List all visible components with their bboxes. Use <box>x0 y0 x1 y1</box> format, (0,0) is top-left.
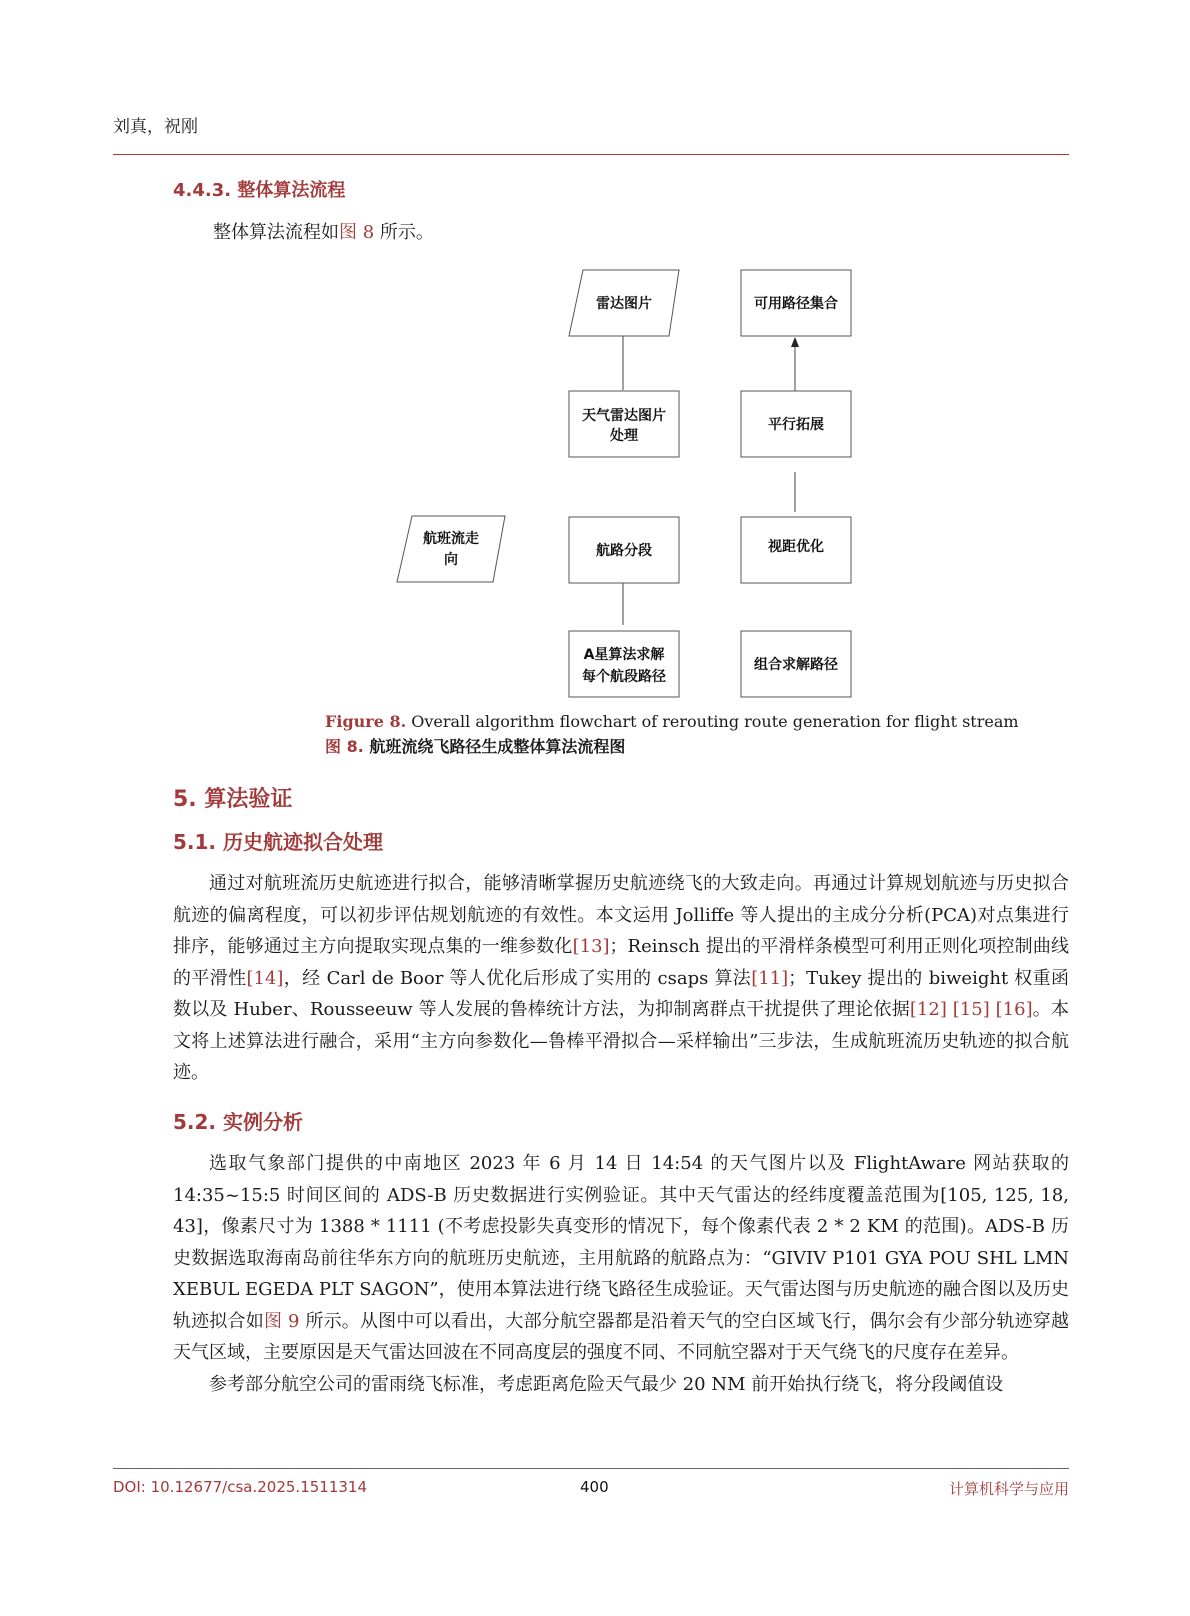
section-5-1-body <box>173 868 1069 1089</box>
citation-12[interactable]: [12] <box>909 999 947 1020</box>
journal-name: 计算机科学与应用 <box>948 1480 1069 1498</box>
node-available-paths-label: 可用路径集合 <box>754 296 838 312</box>
section-5-heading: 5. 算法验证 <box>173 787 293 812</box>
figure-8-link[interactable]: 图 8 <box>339 222 375 243</box>
section-5-2-paragraph-1 <box>173 1148 1069 1369</box>
node-astar-label-2: 每个航段路径 <box>582 669 666 685</box>
node-flow-direction-label-1: 航班流走 <box>423 531 479 547</box>
figure-label-zh: 图 8. <box>325 737 364 756</box>
figure-label-en: Figure 8. <box>325 712 407 731</box>
intro-tail: 所示。 <box>374 222 434 243</box>
figure-caption-zh <box>325 734 625 757</box>
flowchart <box>0 0 1190 720</box>
figure-9-link[interactable]: 图 9 <box>263 1310 300 1332</box>
node-radar-processing-label-2: 处理 <box>610 428 638 444</box>
citation-14[interactable]: [14] <box>246 967 284 989</box>
node-visibility-opt-label: 视距优化 <box>768 539 824 555</box>
node-radar-processing-label-1: 天气雷达图片 <box>582 408 666 424</box>
citation-16[interactable]: [16] <box>995 999 1033 1020</box>
node-parallel-extend-label: 平行拓展 <box>768 417 824 433</box>
section-4-4-3-heading: 4.4.3. 整体算法流程 <box>173 180 346 201</box>
footer-rule <box>113 1468 1069 1469</box>
intro-text: 整体算法流程如 <box>213 222 339 243</box>
section-5-1-heading: 5.1. 历史航迹拟合处理 <box>173 830 383 854</box>
author-header: 刘真，祝刚 <box>113 117 198 137</box>
section-5-2-heading: 5.2. 实例分析 <box>173 1110 303 1134</box>
node-flow-direction-label-2: 向 <box>444 552 458 568</box>
text-run: ，经 Carl de Boor 等人优化后形成了实用的 csaps 算法 <box>283 967 752 989</box>
text-run: 所示。从图中可以看出，大部分航空器都是沿着天气的空白区域飞行，偶尔会有少部分轨迹穿越天气区域，主要原因是天气雷达回波在不同高度层的强度不同、不同航空器对于天气绕飞的尺度存在差异。 <box>173 1310 1069 1363</box>
section-5-1-paragraph <box>173 868 1069 1089</box>
figure-caption-en <box>325 712 1019 731</box>
node-combine-solve-label: 组合求解路径 <box>754 657 838 673</box>
page-number: 400 <box>580 1478 609 1496</box>
node-astar <box>569 631 679 697</box>
text-run: ；Tukey 提出的 biweight 权重函数以及 Huber、Rousseeuw 等人发展的鲁棒统计方法，为抑制离群点干扰提供了理论依据 <box>173 967 1070 1020</box>
citation-15[interactable]: [15] <box>952 999 990 1020</box>
node-radar-image-label: 雷达图片 <box>596 296 652 312</box>
citation-11[interactable]: [11] <box>751 967 789 989</box>
section-5-2-paragraph-2: 参考部分航空公司的雷雨绕飞标准，考虑距离危险天气最少 20 NM 前开始执行绕飞，将分段阈值设 <box>209 1373 1004 1395</box>
citation-13[interactable]: [13] <box>572 936 610 957</box>
arrow-head-icon <box>791 337 799 347</box>
section-5-2-body <box>173 1148 1069 1400</box>
node-route-segment-label: 航路分段 <box>596 543 652 559</box>
text-run: ；Reinsch 提出的平滑样条模型可利用正则化项控制曲线的平滑性 <box>173 936 1069 989</box>
doi-link[interactable]: DOI: 10.12677/csa.2025.1511314 <box>113 1478 367 1496</box>
node-astar-label-1: A星算法求解 <box>583 647 665 663</box>
figure-text-zh: 航班流绕飞路径生成整体算法流程图 <box>363 737 626 756</box>
text-run: 选取气象部门提供的中南地区 2023 年 6 月 14 日 14:54 的天气图片以及 FlightAware 网站获取的 14:35~15:5 时间区间的 ADS-B 历史数据进行实例验证。其中天气雷达的经纬度覆盖范围为[105, 125, 18, 43]，像素尺寸为 1388 * 1111 (不考虑投影失真变形的情况下，每个像素代表 2 * 2 KM 的范围)。ADS-B 历史数据选取海南岛前往华东方向的航班历史航迹，主用航路的航路点为：“GIVIV P101 GYA POU SHL LMN XEBUL EGEDA PLT SAGON”，使用本算法进行绕飞路径生成验证。天气雷达图与历史航迹的融合图以及历史轨迹拟合如 <box>173 1153 1069 1332</box>
node-radar-processing <box>569 391 679 457</box>
figure-text-en: Overall algorithm flowchart of rerouting route generation for flight stream <box>406 712 1019 731</box>
text-run: 通过对航班流历史航迹进行拟合，能够清晰掌握历史航迹绕飞的大致走向。再通过计算规划航迹与历史拟合航迹的偏离程度，可以初步评估规划航迹的有效性。本文运用 Jolliffe 等人提出的主成分分析(PCA)对点集进行排序，能够通过主方向提取实现点集的一维参数化 <box>173 873 1069 957</box>
node-flow-direction <box>397 516 505 582</box>
text-run: 。本文将上述算法进行融合，采用“主方向参数化—鲁棒平滑拟合—采样输出”三步法，生成航班流历史轨迹的拟合航迹。 <box>173 999 1069 1083</box>
